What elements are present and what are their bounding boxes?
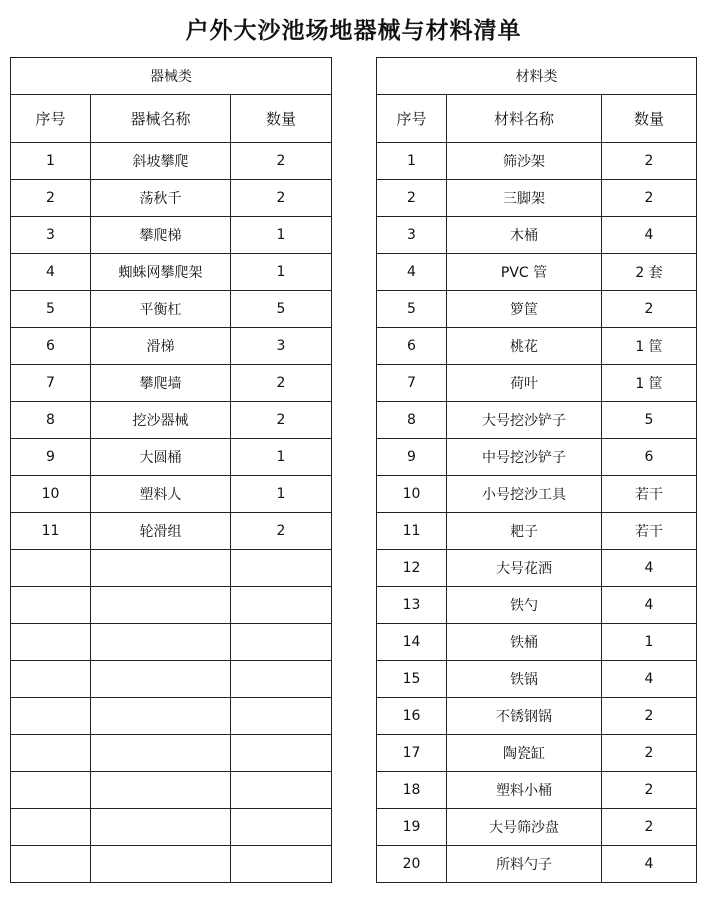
cell-index: 9	[11, 439, 91, 476]
table-row	[377, 254, 697, 291]
cell-index	[11, 624, 91, 661]
cell-quantity: 1	[231, 254, 332, 291]
cell-index	[11, 846, 91, 883]
cell-index: 19	[377, 809, 447, 846]
materials-table	[376, 57, 697, 883]
table-row	[377, 809, 697, 846]
cell-name	[91, 661, 231, 698]
cell-name	[91, 846, 231, 883]
cell-index: 5	[11, 291, 91, 328]
cell-quantity: 2	[602, 698, 697, 735]
table-row	[11, 661, 332, 698]
column-header-quantity: 数量	[602, 95, 697, 143]
cell-name	[91, 735, 231, 772]
cell-name	[91, 624, 231, 661]
cell-name: 陶瓷缸	[447, 735, 602, 772]
cell-quantity	[231, 735, 332, 772]
equipment-caption: 器械类	[11, 58, 332, 95]
cell-index	[11, 587, 91, 624]
cell-quantity: 5	[231, 291, 332, 328]
column-header-quantity: 数量	[231, 95, 332, 143]
cell-name: 铁桶	[447, 624, 602, 661]
cell-index: 5	[377, 291, 447, 328]
cell-quantity: 2	[602, 291, 697, 328]
cell-index: 11	[377, 513, 447, 550]
cell-quantity: 1	[231, 476, 332, 513]
cell-index: 13	[377, 587, 447, 624]
cell-name: 桃花	[447, 328, 602, 365]
cell-name	[91, 587, 231, 624]
cell-quantity: 4	[602, 587, 697, 624]
cell-name: 大圆桶	[91, 439, 231, 476]
table-row	[11, 587, 332, 624]
cell-index: 14	[377, 624, 447, 661]
table-row	[377, 550, 697, 587]
table-row	[377, 365, 697, 402]
cell-index: 4	[11, 254, 91, 291]
cell-quantity	[231, 772, 332, 809]
cell-index: 2	[11, 180, 91, 217]
materials-caption: 材料类	[377, 58, 697, 95]
cell-name: 攀爬墙	[91, 365, 231, 402]
cell-index	[11, 735, 91, 772]
table-row	[377, 328, 697, 365]
cell-name: 荡秋千	[91, 180, 231, 217]
table-row	[377, 624, 697, 661]
cell-index: 12	[377, 550, 447, 587]
cell-quantity: 6	[602, 439, 697, 476]
materials-table-body	[377, 58, 697, 883]
cell-quantity: 2	[602, 180, 697, 217]
cell-index: 8	[377, 402, 447, 439]
column-header-name: 材料名称	[447, 95, 602, 143]
cell-quantity: 4	[602, 550, 697, 587]
cell-name: 滑梯	[91, 328, 231, 365]
table-row	[11, 180, 332, 217]
cell-quantity: 2	[602, 809, 697, 846]
cell-name: 铁勺	[447, 587, 602, 624]
table-row	[11, 365, 332, 402]
cell-name	[91, 772, 231, 809]
cell-name: 耙子	[447, 513, 602, 550]
cell-name: PVC 管	[447, 254, 602, 291]
cell-index	[11, 698, 91, 735]
cell-quantity: 4	[602, 661, 697, 698]
cell-index	[11, 809, 91, 846]
table-row	[11, 550, 332, 587]
table-row	[377, 735, 697, 772]
cell-quantity	[231, 846, 332, 883]
cell-quantity: 2	[602, 735, 697, 772]
table-row	[377, 698, 697, 735]
cell-name: 荷叶	[447, 365, 602, 402]
cell-index: 18	[377, 772, 447, 809]
column-header-index: 序号	[11, 95, 91, 143]
cell-name: 筛沙架	[447, 143, 602, 180]
cell-quantity: 1	[231, 439, 332, 476]
cell-index: 6	[377, 328, 447, 365]
cell-quantity: 4	[602, 217, 697, 254]
cell-name	[91, 809, 231, 846]
cell-index: 3	[377, 217, 447, 254]
cell-index: 20	[377, 846, 447, 883]
table-row	[11, 624, 332, 661]
table-row	[11, 809, 332, 846]
cell-index: 17	[377, 735, 447, 772]
table-row	[11, 846, 332, 883]
materials-header-row	[377, 95, 697, 143]
cell-index: 15	[377, 661, 447, 698]
table-row	[11, 291, 332, 328]
cell-name: 蜘蛛网攀爬架	[91, 254, 231, 291]
table-row	[377, 439, 697, 476]
cell-name: 大号花洒	[447, 550, 602, 587]
cell-name: 轮滑组	[91, 513, 231, 550]
cell-quantity: 若干	[602, 476, 697, 513]
table-row	[377, 291, 697, 328]
cell-quantity: 1 筐	[602, 328, 697, 365]
table-row	[11, 698, 332, 735]
cell-quantity: 2	[231, 365, 332, 402]
cell-quantity: 2 套	[602, 254, 697, 291]
cell-quantity: 若干	[602, 513, 697, 550]
cell-name: 平衡杠	[91, 291, 231, 328]
cell-name: 挖沙器械	[91, 402, 231, 439]
cell-index	[11, 550, 91, 587]
cell-index: 9	[377, 439, 447, 476]
table-row	[377, 772, 697, 809]
cell-name: 三脚架	[447, 180, 602, 217]
cell-index: 16	[377, 698, 447, 735]
table-row	[377, 143, 697, 180]
table-row	[11, 254, 332, 291]
cell-index: 2	[377, 180, 447, 217]
cell-name: 中号挖沙铲子	[447, 439, 602, 476]
cell-index: 6	[11, 328, 91, 365]
table-row	[11, 735, 332, 772]
table-row	[377, 513, 697, 550]
equipment-caption-row	[11, 58, 332, 95]
cell-quantity: 1 筐	[602, 365, 697, 402]
cell-quantity: 1	[231, 217, 332, 254]
column-header-name: 器械名称	[91, 95, 231, 143]
cell-name: 大号筛沙盘	[447, 809, 602, 846]
cell-index: 1	[377, 143, 447, 180]
table-row	[377, 180, 697, 217]
table-row	[377, 661, 697, 698]
cell-name: 木桶	[447, 217, 602, 254]
cell-name: 塑料人	[91, 476, 231, 513]
cell-name	[91, 550, 231, 587]
cell-quantity	[231, 698, 332, 735]
cell-name: 塑料小桶	[447, 772, 602, 809]
cell-index	[11, 772, 91, 809]
cell-name	[91, 698, 231, 735]
table-row	[11, 513, 332, 550]
table-row	[377, 587, 697, 624]
cell-index: 4	[377, 254, 447, 291]
table-row	[377, 846, 697, 883]
cell-quantity: 2	[231, 513, 332, 550]
table-row	[377, 402, 697, 439]
cell-quantity: 2	[602, 143, 697, 180]
cell-quantity: 5	[602, 402, 697, 439]
table-row	[377, 476, 697, 513]
cell-quantity: 2	[231, 180, 332, 217]
cell-index: 11	[11, 513, 91, 550]
cell-index: 7	[377, 365, 447, 402]
cell-quantity: 3	[231, 328, 332, 365]
cell-quantity	[231, 661, 332, 698]
cell-index: 3	[11, 217, 91, 254]
equipment-header-row	[11, 95, 332, 143]
page-title: 户外大沙池场地器械与材料清单	[185, 17, 522, 44]
cell-quantity: 4	[602, 846, 697, 883]
cell-quantity	[231, 809, 332, 846]
cell-name: 不锈钢锅	[447, 698, 602, 735]
column-header-index: 序号	[377, 95, 447, 143]
materials-caption-row	[377, 58, 697, 95]
cell-quantity: 2	[602, 772, 697, 809]
equipment-table-body	[11, 58, 332, 883]
cell-quantity: 1	[602, 624, 697, 661]
table-row	[11, 476, 332, 513]
cell-quantity: 2	[231, 143, 332, 180]
cell-name: 铁锅	[447, 661, 602, 698]
cell-quantity	[231, 587, 332, 624]
cell-index	[11, 661, 91, 698]
equipment-table	[10, 57, 332, 883]
cell-index: 8	[11, 402, 91, 439]
cell-index: 10	[377, 476, 447, 513]
cell-name: 小号挖沙工具	[447, 476, 602, 513]
table-row	[11, 772, 332, 809]
cell-name: 斜坡攀爬	[91, 143, 231, 180]
cell-name: 大号挖沙铲子	[447, 402, 602, 439]
cell-quantity	[231, 624, 332, 661]
table-row	[11, 402, 332, 439]
cell-index: 10	[11, 476, 91, 513]
table-row	[11, 143, 332, 180]
cell-name: 所料勺子	[447, 846, 602, 883]
cell-quantity: 2	[231, 402, 332, 439]
cell-name: 箩筐	[447, 291, 602, 328]
table-row	[11, 439, 332, 476]
cell-index: 7	[11, 365, 91, 402]
table-row	[377, 217, 697, 254]
cell-quantity	[231, 550, 332, 587]
table-row	[11, 217, 332, 254]
table-row	[11, 328, 332, 365]
cell-name: 攀爬梯	[91, 217, 231, 254]
cell-index: 1	[11, 143, 91, 180]
